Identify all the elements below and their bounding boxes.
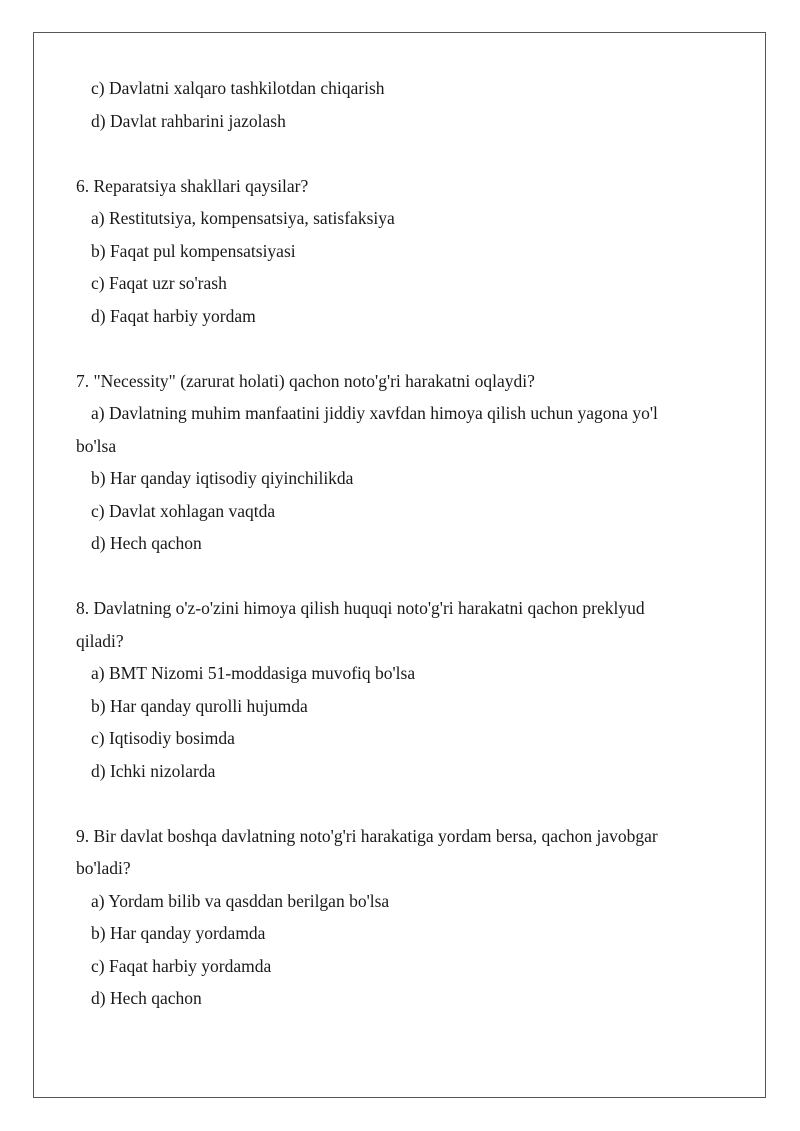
question-text-continued: qiladi? (76, 630, 124, 651)
continuation-options (76, 72, 716, 137)
option-text: c) Davlatni xalqaro tashkilotdan chiqarish (91, 78, 385, 98)
option-text: c) Iqtisodiy bosimda (91, 728, 235, 748)
question-9 (76, 820, 716, 1015)
option-text: d) Hech qachon (91, 988, 202, 1008)
option-text: c) Faqat uzr so'rash (91, 273, 227, 293)
option-text: a) Davlatning muhim manfaatini jiddiy xavfdan himoya qilish uchun yagona yo'l (91, 403, 658, 423)
option-text-continued: bo'lsa (76, 435, 117, 456)
option-text: b) Faqat pul kompensatsiyasi (91, 240, 296, 261)
option-text: c) Davlat xohlagan vaqtda (91, 500, 276, 521)
question-text: 6. Reparatsiya shakllari qaysilar? (76, 175, 309, 196)
option-text: d) Hech qachon (91, 533, 202, 553)
question-7 (76, 365, 716, 560)
option-text: b) Har qanday yordamda (91, 923, 266, 943)
option-text: b) Har qanday qurolli hujumda (91, 695, 308, 716)
option-text: d) Faqat harbiy yordam (91, 305, 256, 326)
option-text: d) Davlat rahbarini jazolash (91, 110, 286, 131)
document-body (76, 72, 716, 1015)
option-text: a) BMT Nizomi 51-moddasiga muvofiq bo'lsa (91, 663, 416, 683)
option-text: d) Ichki nizolarda (91, 760, 216, 781)
question-text: 8. Davlatning o'z-o'zini himoya qilish huquqi noto'g'ri harakatni qachon preklyud (76, 598, 645, 618)
question-6 (76, 170, 716, 333)
question-text-continued: bo'ladi? (76, 858, 131, 878)
question-8 (76, 592, 716, 787)
option-text: c) Faqat harbiy yordamda (91, 955, 272, 976)
option-text: a) Restitutsiya, kompensatsiya, satisfaksiya (91, 208, 395, 228)
question-text: 9. Bir davlat boshqa davlatning noto'g'ri harakatiga yordam bersa, qachon javobgar (76, 825, 658, 846)
option-text: b) Har qanday iqtisodiy qiyinchilikda (91, 468, 354, 488)
question-text: 7. "Necessity" (zarurat holati) qachon noto'g'ri harakatni oqlaydi? (76, 370, 535, 391)
option-text: a) Yordam bilib va qasddan berilgan bo'lsa (91, 890, 390, 911)
